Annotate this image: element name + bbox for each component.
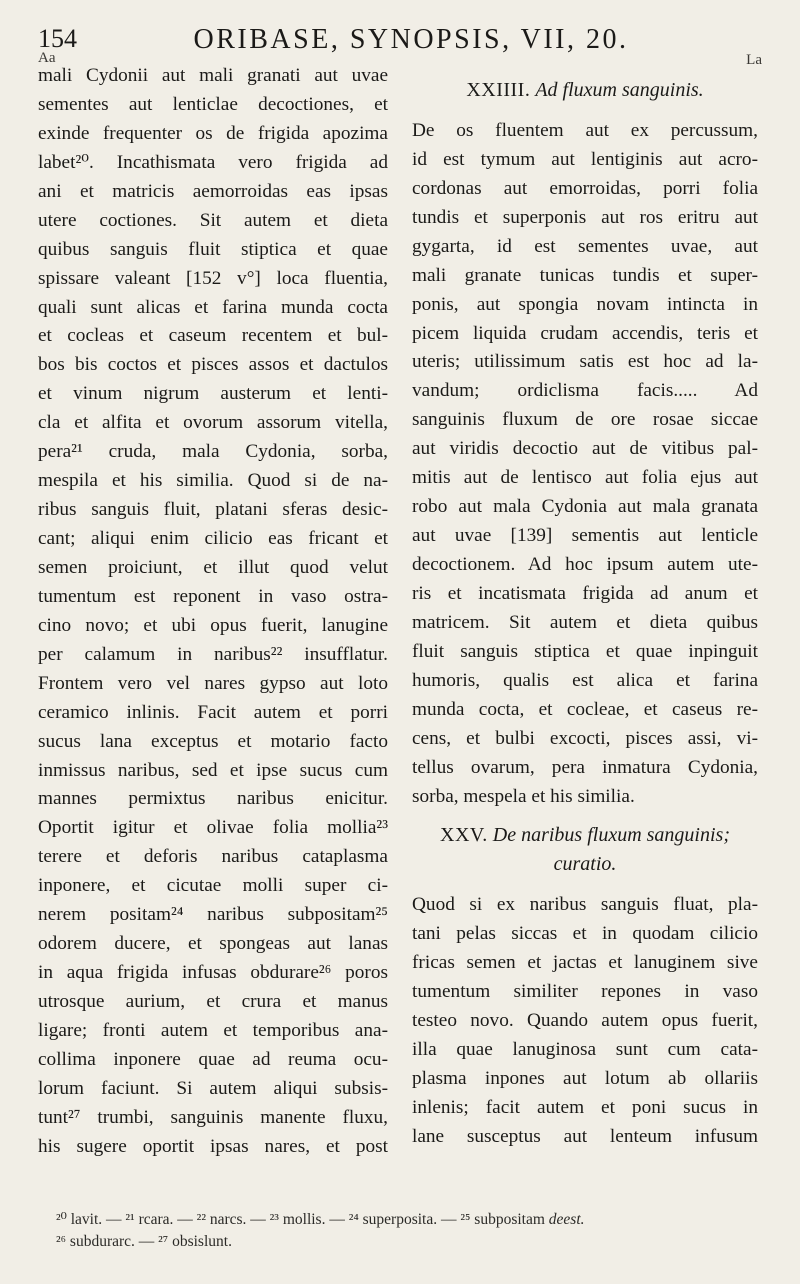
text-line: gygarta, id est sementes uvae, aut <box>412 235 758 257</box>
text-line: mali granate tunicas tundis et super- <box>412 264 758 286</box>
chapter-xxv-text <box>412 891 758 1151</box>
text-line: Oportit igitur et olivae folia mollia²³ <box>38 817 388 839</box>
text-line: semen proiciunt, et illut quod velut <box>38 556 388 578</box>
text-line: robo aut mala Cydonia aut mala granata <box>412 496 758 518</box>
text-line: illa quae lanuginosa sunt cum cata- <box>412 1039 758 1060</box>
chapter-number: XXV. <box>440 824 488 847</box>
text-line: labet²⁰. Incathismata vero frigida ad <box>38 151 388 173</box>
text-line: Frontem vero vel nares gypso aut loto <box>38 672 388 694</box>
text-line: vandum; ordiclisma facis..... Ad <box>412 380 758 402</box>
running-title: ORIBASE, SYNOPSIS, VII, 20. <box>193 24 629 55</box>
text-line: quali sunt alicas et farina munda cocta <box>38 296 388 318</box>
text-line: per calamum in naribus²² insufflatur. <box>38 643 388 665</box>
chapter-xxiiii-text <box>412 117 758 812</box>
text-line: testeo novo. Quando autem opus fuerit, <box>412 1010 758 1032</box>
page-number: 154 <box>38 24 77 53</box>
text-line: inlenis; facit autem et poni sucus in <box>412 1096 758 1118</box>
text-line: cla et alfita et ovorum assorum vitella, <box>38 412 388 434</box>
text-line: tumentum est reponent in vaso ostra- <box>38 585 388 607</box>
text-line: sanguinis fluxum de ore rosae siccae <box>412 409 758 431</box>
text-line: mespila et his similia. Quod si de na- <box>38 470 388 492</box>
text-line: id est tymum aut lentiginis aut acro- <box>412 148 758 170</box>
footnote-line-1 <box>56 1210 776 1230</box>
manuscript-siglum-right: La <box>746 52 762 68</box>
text-line: utrosque aurium, et crura et manus <box>38 991 388 1012</box>
text-line: uteris; utilissimum satis est hoc ad la- <box>412 351 758 373</box>
text-line: et cocleas et caseum recentem et bul- <box>38 325 388 347</box>
text-line: odorem ducere, et spongeas aut lanas <box>38 933 388 955</box>
right-text-column <box>412 62 758 1152</box>
text-line: De os fluentem aut ex percussum, <box>412 119 758 141</box>
text-line: munda cocta, et cocleae, et caseus re- <box>412 698 758 720</box>
text-line: lorum faciunt. Si autem aliqui subsis- <box>38 1077 388 1099</box>
footnote-line-2 <box>56 1232 776 1252</box>
chapter-heading-xxv <box>412 821 758 850</box>
text-line: picem liquida crudam accendis, teris et <box>412 322 758 344</box>
manuscript-siglum-left: Aa <box>38 50 56 66</box>
text-line: cordonas aut emorroidas, porri folia <box>412 177 758 199</box>
text-line: ponis, aut spongia novam intincta in <box>412 293 758 315</box>
text-line: cens, et bulbi excocti, pisces assi, vi- <box>412 727 758 749</box>
chapter-heading-xxiiii <box>412 76 758 105</box>
text-line: terere et deforis naribus cataplasma <box>38 846 388 868</box>
text-line: humoris, qualis est alica et farina <box>412 669 758 691</box>
text-line: mannes permixtus naribus enicitur. <box>38 788 388 810</box>
text-line: quibus sanguis fluit stiptica et quae <box>38 238 388 260</box>
text-line: plasma inpones aut lotum ab ollariis <box>412 1067 758 1089</box>
text-line: fricas semen et jactas et lanuginem sive <box>412 952 758 974</box>
text-line: decoctionem. Ad hoc ipsum autem ute- <box>412 554 758 575</box>
text-line: ribus sanguis fluit, platani sferas desic- <box>38 499 388 521</box>
text-line: Quod si ex naribus sanguis fluat, pla- <box>412 894 758 916</box>
text-line: mali Cydonii aut mali granati aut uvae <box>38 65 388 86</box>
text-line: tani pelas siccas et in quodam cilicio <box>412 923 758 945</box>
text-line: cant; aliqui enim cilicio eas fricant et <box>38 528 388 549</box>
chapter-number: XXIIII. <box>466 79 531 101</box>
text-line: his sugere oportit ipsas nares, et post <box>38 1135 388 1157</box>
page-header <box>36 18 786 54</box>
text-line: tumentum similiter repones in vaso <box>412 981 758 1003</box>
text-line: spissare valeant [152 v°] loca fluentia, <box>38 267 388 289</box>
footnote-text: ²⁶ subdurarc. — ²⁷ obsislunt. <box>56 1233 232 1250</box>
text-line: ligare; fronti autem et temporibus ana- <box>38 1019 388 1041</box>
text-line: aut viridis decoctio aut de vitibus pal- <box>412 438 758 460</box>
text-line: pera²¹ cruda, mala Cydonia, sorba, <box>38 441 388 463</box>
text-line: et vinum nigrum austerum et lenti- <box>38 383 388 405</box>
text-line: cino novo; et ubi opus fuerit, lanugine <box>38 614 388 636</box>
text-line: aut uvae [139] sementis aut lenticle <box>412 525 758 547</box>
text-line: exinde frequenter os de frigida apozima <box>38 122 388 144</box>
text-line: ris et incatismata frigida ad anum et <box>412 582 758 604</box>
text-line: ani et matricis aemorroidas eas ipsas <box>38 180 388 202</box>
chapter-title: Ad fluxum sanguinis. <box>535 79 704 101</box>
text-line: inponere, et cicutae molli super ci- <box>38 875 388 897</box>
left-text-column <box>38 62 388 1162</box>
text-line: tundis et superponis aut ros eritru aut <box>412 206 758 228</box>
text-line: sementes aut lenticlae decoctiones, et <box>38 93 388 115</box>
text-line: in aqua frigida infusas obdurare²⁶ poros <box>38 962 388 984</box>
text-line: tellus ovarum, pera inmatura Cydonia, <box>412 756 758 778</box>
text-line: lane susceptus aut lenteum infusum <box>412 1125 758 1147</box>
footnote-emphasis: deest. <box>548 1211 585 1228</box>
text-line: ceramico inlinis. Facit autem et porri <box>38 701 388 723</box>
text-line: collima inponere quae ad reuma ocu- <box>38 1048 388 1070</box>
text-line: matricem. Sit autem et dieta quibus <box>412 611 758 633</box>
text-line: sorba, mespela et his similia. <box>412 785 635 807</box>
text-line: bos bis coctos et pisces assos et dactulos <box>38 354 388 376</box>
text-line: mitis aut de lentisco aut folia ejus aut <box>412 467 758 489</box>
text-line: tunt²⁷ trumbi, sanguinis manente fluxu, <box>38 1106 388 1128</box>
chapter-subtitle <box>412 850 758 879</box>
text-line: sucus lana exceptus et motario facto <box>38 730 388 752</box>
text-line: nerem positam²⁴ naribus subpositam²⁵ <box>38 904 388 926</box>
chapter-title: De naribus fluxum sanguinis; <box>492 824 730 847</box>
text-line: fluit sanguis stiptica et quae inpinguit <box>412 640 758 662</box>
footnote-text: ²⁰ lavit. — ²¹ rcara. — ²² narcs. — ²³ mollis. — ²⁴ superposita. — ²⁵ subpositam <box>56 1211 545 1228</box>
text-line: utere coctiones. Sit autem et dieta <box>38 209 388 231</box>
text-line: inmissus naribus, sed et ipse sucus cum <box>38 759 388 781</box>
chapter-subtitle-text: curatio. <box>553 853 617 876</box>
